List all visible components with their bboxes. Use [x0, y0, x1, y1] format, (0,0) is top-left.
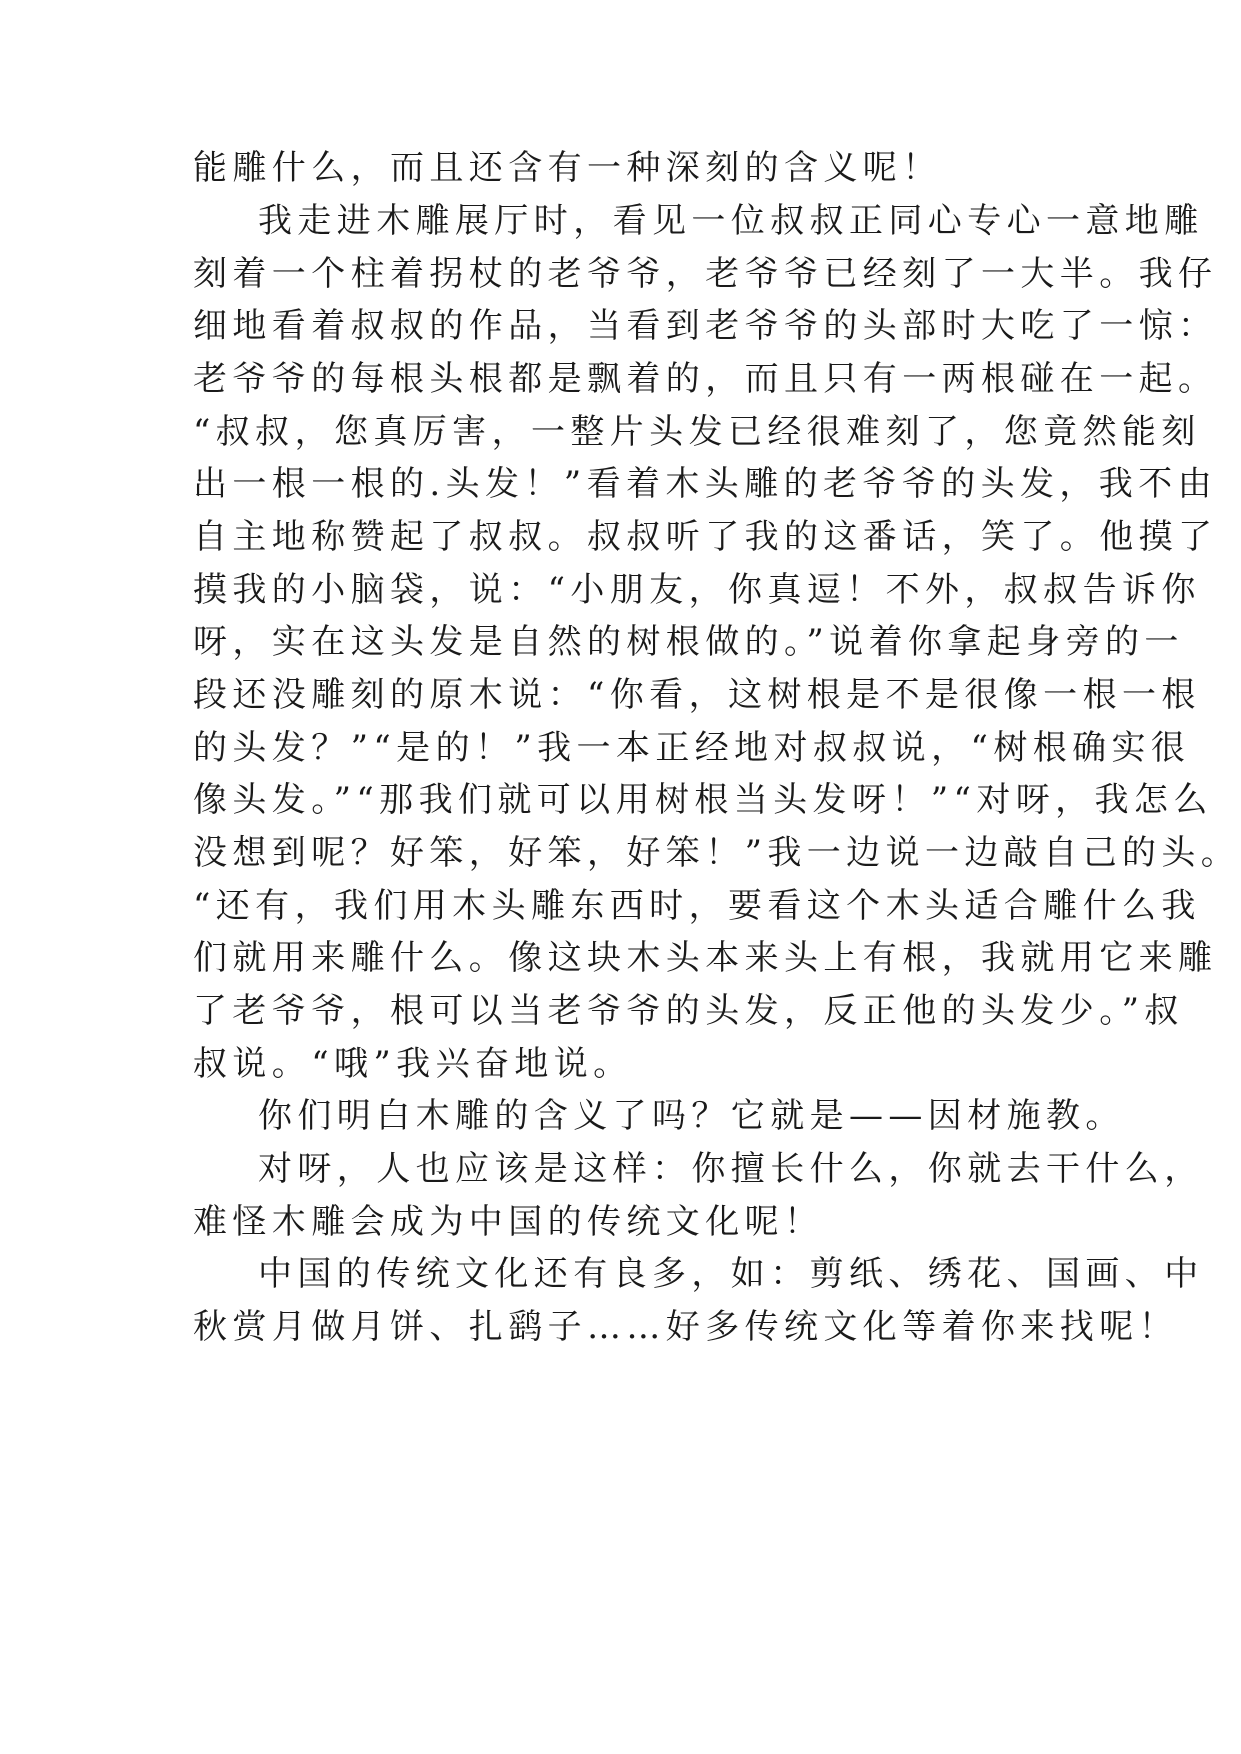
text-line: 像头发。”“那我们就可以用树根当头发呀！”“对呀，我怎么 — [193, 780, 1213, 820]
text-line: 的头发？”“是的！”我一本正经地对叔叔说，“树根确实很 — [193, 728, 1191, 768]
text-line: 能雕什么，而且还含有一种深刻的含义呢！ — [193, 148, 942, 188]
paragraph-start-line: 中国的传统文化还有良多，如：剪纸、绣花、国画、中 — [258, 1254, 1204, 1294]
paragraph-start-line: 你们明白木雕的含义了吗？它就是——因材施教。 — [258, 1096, 1125, 1136]
paragraph-start-line: 我走进木雕展厅时，看见一位叔叔正同心专心一意地雕 — [258, 201, 1204, 241]
text-line: 秋赏月做月饼、扎鹞子……好多传统文化等着你来找呢！ — [193, 1307, 1178, 1347]
text-line: “叔叔，您真厉害，一整片头发已经很难刻了，您竟然能刻 — [193, 412, 1201, 452]
text-line: 老爷爷的每根头根都是飘着的，而且只有一两根碰在一起。 — [193, 359, 1218, 399]
text-line: 难怪木雕会成为中国的传统文化呢！ — [193, 1202, 824, 1242]
text-line: 摸我的小脑袋，说：“小朋友，你真逗！不外，叔叔告诉你 — [193, 570, 1201, 610]
text-line: 刻着一个柱着拐杖的老爷爷，老爷爷已经刻了一大半。我仔 — [193, 254, 1218, 294]
paragraph-start-line: 对呀，人也应该是这样：你擅长什么，你就去干什么， — [258, 1149, 1204, 1189]
text-line: 出一根一根的.头发！”看着木头雕的老爷爷的头发，我不由 — [193, 464, 1217, 504]
text-line: 段还没雕刻的原木说：“你看，这树根是不是很像一根一根 — [193, 675, 1201, 715]
text-line: 叔说。“哦”我兴奋地说。 — [193, 1044, 633, 1084]
text-line: “还有，我们用木头雕东西时，要看这个木头适合雕什么我 — [193, 886, 1201, 926]
text-line: 没想到呢？好笨，好笨，好笨！”我一边说一边敲自己的头。 — [193, 833, 1241, 873]
text-line: 细地看着叔叔的作品，当看到老爷爷的头部时大吃了一惊： — [193, 306, 1218, 346]
text-line: 呀，实在这头发是自然的树根做的。”说着你拿起身旁的一 — [193, 622, 1184, 662]
text-line: 们就用来雕什么。像这块木头本来头上有根，我就用它来雕 — [193, 938, 1218, 978]
text-line: 了老爷爷，根可以当老爷爷的头发，反正他的头发少。”叔 — [193, 991, 1184, 1031]
text-line: 自主地称赞起了叔叔。叔叔听了我的这番话，笑了。他摸了 — [193, 517, 1218, 557]
